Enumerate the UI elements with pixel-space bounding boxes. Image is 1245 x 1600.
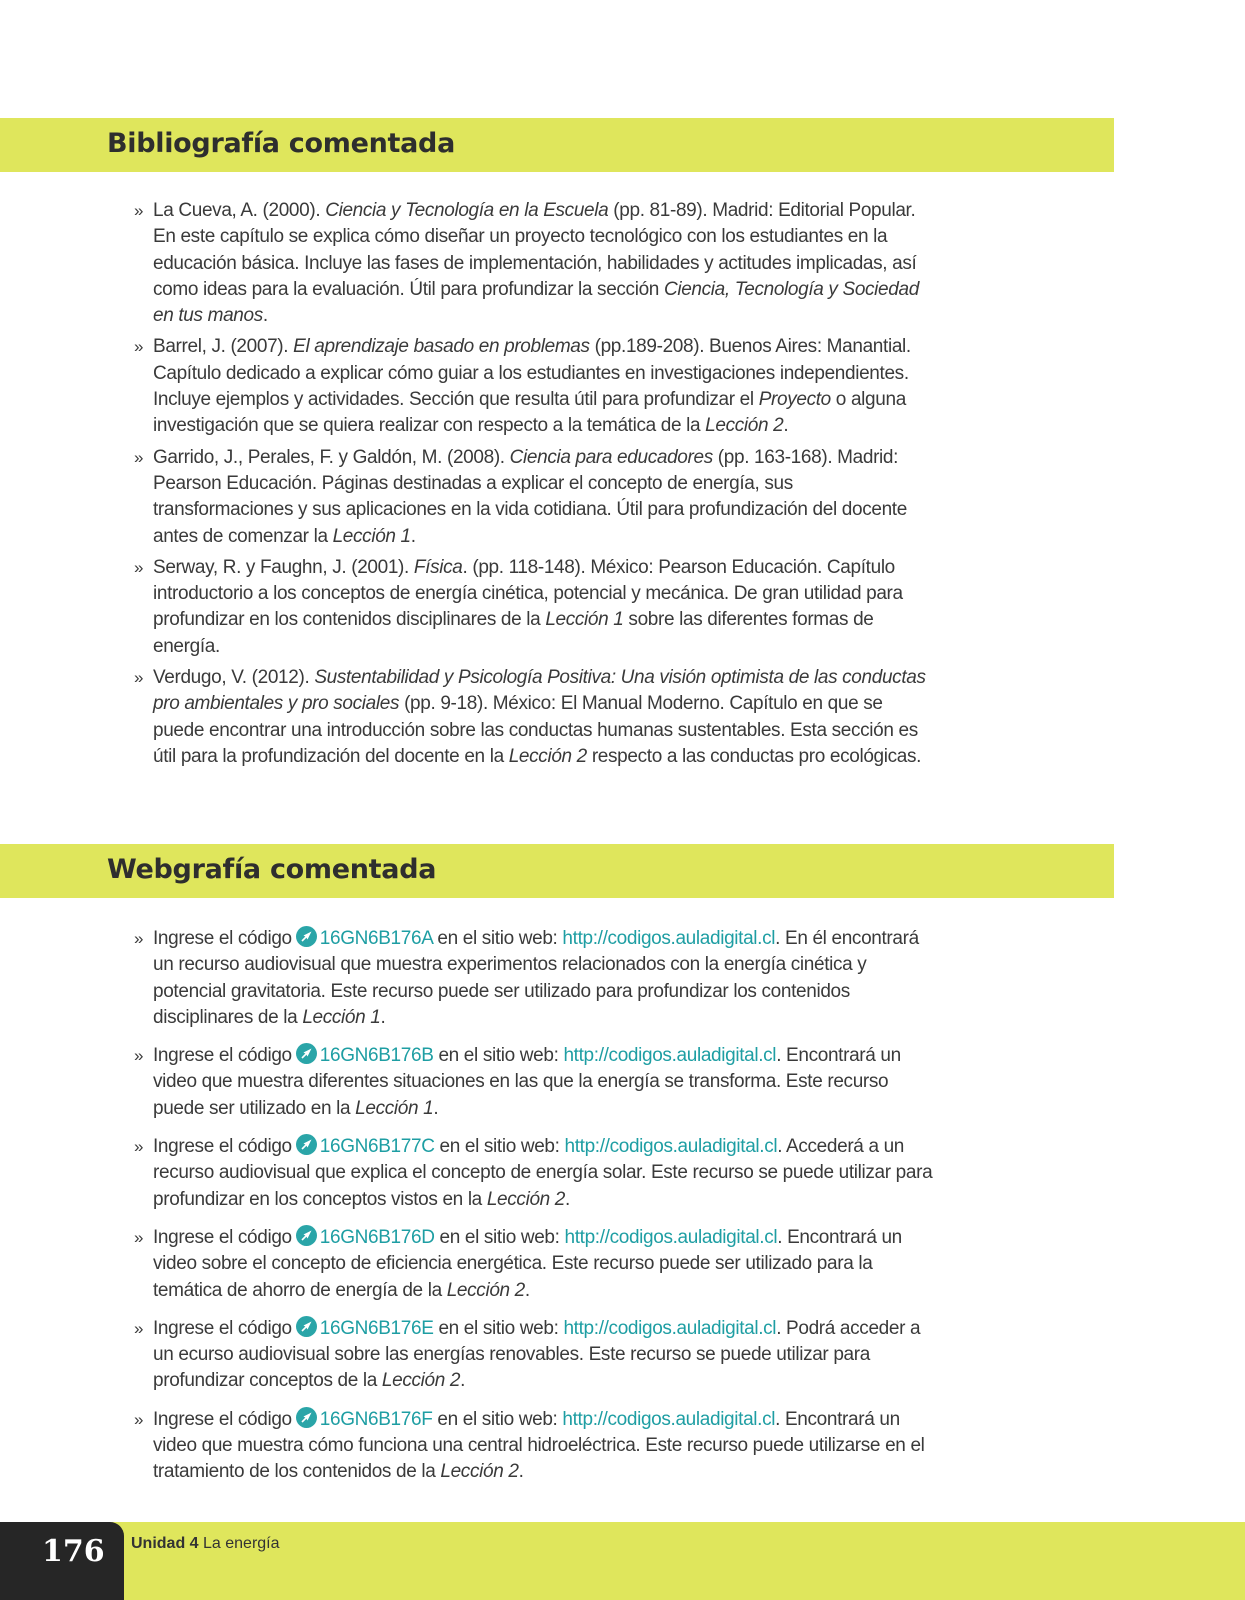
unit-label: Unidad 4 La energía bbox=[131, 1535, 280, 1552]
section-title: Bibliografía comentada bbox=[107, 128, 455, 159]
rocket-code-icon bbox=[296, 926, 317, 947]
webography-item: » Ingrese el código 16GN6B177C en el sitio web: http://codigos.auladigital.cl. Accederá a un recurso audiovisual que explica el concepto de energía solar. Este recurso se puede utilizar para profundizar en los conceptos vistos en la Lección 2. bbox=[134, 1134, 934, 1213]
resource-code: 16GN6B176D bbox=[319, 1226, 435, 1248]
webography-item: » Ingrese el código 16GN6B176E en el sitio web: http://codigos.auladigital.cl. Podrá acceder a un ecurso audiovisual sobre las energías renovables. Este recurso se puede utilizar para profundizar conceptos de la Lección 2. bbox=[134, 1316, 934, 1395]
footer-band bbox=[0, 1522, 1245, 1600]
bibliography-item: » Barrel, J. (2007). El aprendizaje basado en problemas (pp.189-208). Buenos Aires: Manantial. Capítulo dedicado a explicar cómo guiar a los estudiantes en investigaciones independientes. Incluye ejemplos y actividades. Sección que resulta útil para profundizar el Proyecto o alguna investigación que se quiera realizar con respecto a la temática de la Lección 2. bbox=[134, 334, 934, 439]
rocket-code-icon bbox=[296, 1225, 317, 1246]
page-number-box bbox=[0, 1522, 124, 1600]
resource-code: 16GN6B176B bbox=[319, 1045, 434, 1067]
webography-item: » Ingrese el código 16GN6B176B en el sitio web: http://codigos.auladigital.cl. Encontrará un video que muestra diferentes situaciones en las que la energía se transforma. Este recurso puede ser utilizado en la Lección 1. bbox=[134, 1043, 934, 1122]
resource-code: 16GN6B176F bbox=[319, 1408, 433, 1430]
rocket-code-icon bbox=[296, 1407, 317, 1428]
auladigital-link[interactable]: http://codigos.auladigital.cl bbox=[563, 1317, 777, 1339]
bibliography-item: » Serway, R. y Faughn, J. (2001). Física. (pp. 118-148). México: Pearson Educación. Capítulo introductorio a los conceptos de energía cinética, potencial y mecánica. De gran utilidad para profundizar en los contenidos disciplinares de la Lección 1 sobre las diferentes formas de energía. bbox=[134, 555, 934, 660]
bibliography-item: » Verdugo, V. (2012). Sustentabilidad y Psicología Positiva: Una visión optimista de las conductas pro ambientales y pro sociales (pp. 9-18). México: El Manual Moderno. Capítulo en que se puede encontrar una introducción sobre las conductas humanas sustentables. Esta sección es útil para la profundización del docente en la Lección 2 respecto a las conductas pro ecológicas. bbox=[134, 665, 934, 770]
resource-code: 16GN6B177C bbox=[319, 1136, 435, 1158]
rocket-code-icon bbox=[296, 1134, 317, 1155]
page-number: 176 bbox=[42, 1534, 105, 1569]
auladigital-link[interactable]: http://codigos.auladigital.cl bbox=[564, 1136, 778, 1158]
bibliography-list bbox=[134, 198, 934, 775]
bibliography-item: » La Cueva, A. (2000). Ciencia y Tecnología en la Escuela (pp. 81-89). Madrid: Editorial Popular. En este capítulo se explica cómo diseñar un proyecto tecnológico con los estudiantes en la educación básica. Incluye las fases de implementación, habilidades y actitudes implicadas, así como ideas para la evaluación. Útil para profundizar la sección Ciencia, Tecnología y Sociedad en tus manos. bbox=[134, 198, 934, 329]
section-header-webgrafia bbox=[0, 844, 1114, 898]
auladigital-link[interactable]: http://codigos.auladigital.cl bbox=[562, 928, 776, 949]
section-title: Webgrafía comentada bbox=[107, 854, 437, 885]
webography-item: » Ingrese el código 16GN6B176D en el sitio web: http://codigos.auladigital.cl. Encontrará un video sobre el concepto de eficiencia energética. Este recurso puede ser utilizado para la temática de ahorro de energía de la Lección 2. bbox=[134, 1225, 934, 1304]
auladigital-link[interactable]: http://codigos.auladigital.cl bbox=[564, 1226, 778, 1248]
webography-list bbox=[134, 926, 934, 1498]
auladigital-link[interactable]: http://codigos.auladigital.cl bbox=[562, 1408, 776, 1430]
webography-item: » Ingrese el código 16GN6B176F en el sitio web: http://codigos.auladigital.cl. Encontrará un video que muestra cómo funciona una central hidroeléctrica. Este recurso puede utilizarse en el tratamiento de los contenidos de la Lección 2. bbox=[134, 1407, 934, 1486]
section-header-bibliografia bbox=[0, 118, 1114, 172]
bibliography-item: » Garrido, J., Perales, F. y Galdón, M. (2008). Ciencia para educadores (pp. 163-168). Madrid: Pearson Educación. Páginas destinadas a explicar el concepto de energía, sus transformaciones y sus aplicaciones en la vida cotidiana. Útil para profundización del docente antes de comenzar la Lección 1. bbox=[134, 445, 934, 550]
webography-item: » Ingrese el código 16GN6B176A en el sitio web: http://codigos.auladigital.cl. En él encontrará un recurso audiovisual que muestra experimentos relacionados con la energía cinética y potencial gravitatoria. Este recurso puede ser utilizado para profundizar los contenidos disciplinares de la Lección 1. bbox=[134, 926, 934, 1031]
resource-code: 16GN6B176E bbox=[319, 1317, 434, 1339]
resource-code: 16GN6B176A bbox=[319, 928, 433, 949]
auladigital-link[interactable]: http://codigos.auladigital.cl bbox=[563, 1045, 777, 1067]
rocket-code-icon bbox=[296, 1043, 317, 1064]
rocket-code-icon bbox=[296, 1316, 317, 1337]
